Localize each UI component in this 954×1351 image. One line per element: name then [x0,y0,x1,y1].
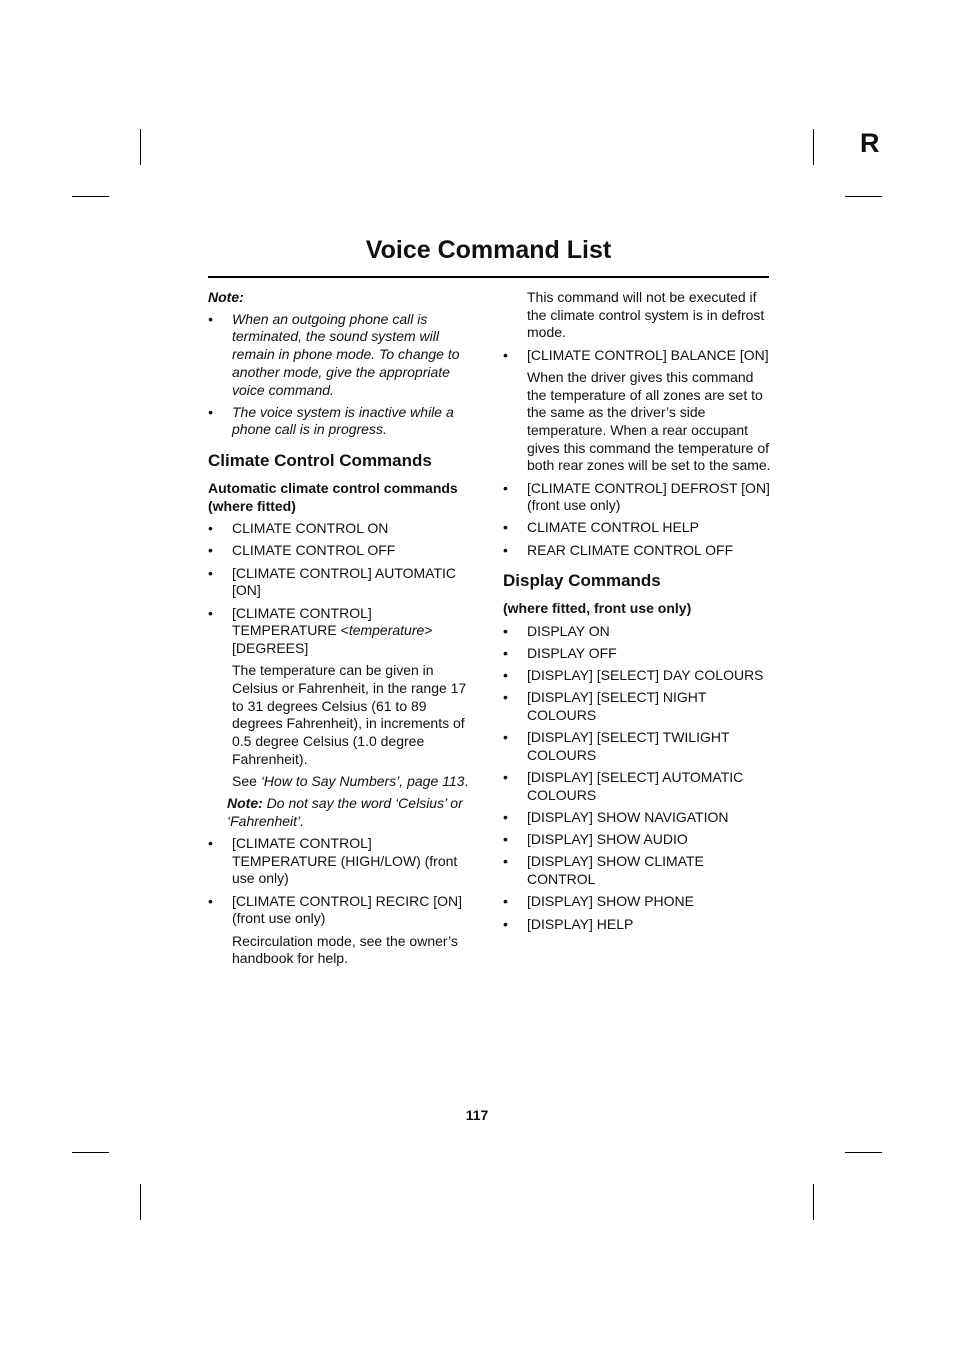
balance-list [503,347,771,365]
crop-mark [140,129,141,165]
climate-control-heading: Climate Control Commands [208,451,432,471]
display-subheading: (where fitted, front use only) [503,600,692,617]
defrost-note: This command will not be executed if the climate control system is in defrost mode. [527,289,765,341]
command-item: • [DISPLAY] [SELECT] NIGHT COLOURS [503,689,771,724]
note-label: Note: [227,795,263,812]
command-item: • [DISPLAY] HELP [503,916,771,934]
climate-command-list [208,520,476,657]
command-item-temperature [208,605,476,658]
climate-command-list-2 [208,835,476,928]
balance-description: When the driver gives this command the temperature of all zones are set to the same as the driver’s side temperature. When a rear occupant gives this command the temperature of both rear zones will be set to the same. [527,368,771,474]
command-item: • [DISPLAY] [SELECT] TWILIGHT COLOURS [503,729,771,764]
crop-mark [845,196,882,197]
page-number: 117 [465,1107,489,1123]
command-item: • [DISPLAY] SHOW NAVIGATION [503,809,771,827]
command-item: • REAR CLIMATE CONTROL OFF [503,542,771,560]
command-item: • [DISPLAY] [SELECT] AUTOMATIC COLOURS [503,769,771,804]
command-item: • DISPLAY OFF [503,645,771,663]
note-list [208,311,476,439]
note-text: Do not say the word ‘Celsius’ or ‘Fahrenheit’. [227,795,463,829]
command-item: • [CLIMATE CONTROL] RECIRC [ON] (front use only) [208,893,476,928]
right-column [503,289,771,938]
celsius-note [208,795,476,830]
temperature-description: The temperature can be given in Celsius or Fahrenheit, in the range 17 to 31 degrees Celsius (61 to 89 degrees Fahrenheit), in increments of 0.5 degree Celsius (1.0 degree Fahrenheit). [232,662,467,767]
command-item: • [CLIMATE CONTROL] BALANCE [ON] [503,347,771,365]
see-pre: See [232,772,261,789]
climate-command-list-3 [503,480,771,560]
crop-mark [813,129,814,165]
left-column [208,289,476,972]
see-post: . [464,772,469,789]
see-reference [208,773,476,791]
temp-item-variable: temperature [348,622,425,639]
crop-mark [845,1152,882,1153]
command-item: • [DISPLAY] SHOW PHONE [503,893,771,911]
note-item: • When an outgoing phone call is terminated, the sound system will remain in phone mode. To change to another mode, give the appropriate voice command. [208,311,476,400]
command-item: • [DISPLAY] [SELECT] DAY COLOURS [503,667,771,685]
command-item: • [CLIMATE CONTROL] AUTOMATIC [ON] [208,565,476,600]
crop-mark [813,1184,814,1220]
display-commands-heading: Display Commands [503,571,661,591]
temp-item-pre: [CLIMATE CONTROL] TEMPERATURE < [232,604,372,639]
crop-mark [140,1184,141,1220]
crop-mark [72,1152,109,1153]
display-command-list [503,623,771,934]
temp-item-post: > [DEGREES] [232,622,433,656]
command-item: • CLIMATE CONTROL ON [208,520,476,538]
chapter-letter: R [860,128,880,158]
crop-mark [72,196,109,197]
command-item: • [CLIMATE CONTROL] TEMPERATURE (HIGH/LOW) (front use only) [208,835,476,888]
see-reference-link: ‘How to Say Numbers’, page 113 [260,772,465,789]
command-item: • [DISPLAY] SHOW AUDIO [503,831,771,849]
command-item: • DISPLAY ON [503,623,771,641]
note-heading: Note: [208,289,244,305]
command-item: • CLIMATE CONTROL HELP [503,519,771,537]
note-item: • The voice system is inactive while a phone call is in progress. [208,404,476,439]
command-item: • [CLIMATE CONTROL] DEFROST [ON] (front use only) [503,480,771,515]
title-rule [208,276,769,278]
recirculation-description: Recirculation mode, see the owner’s handbook for help. [232,932,458,967]
command-item: • [DISPLAY] SHOW CLIMATE CONTROL [503,853,771,888]
automatic-climate-subheading: Automatic climate control commands (where fitted) [208,479,458,514]
command-item: • CLIMATE CONTROL OFF [208,542,476,560]
page-title: Voice Command List [365,236,612,264]
